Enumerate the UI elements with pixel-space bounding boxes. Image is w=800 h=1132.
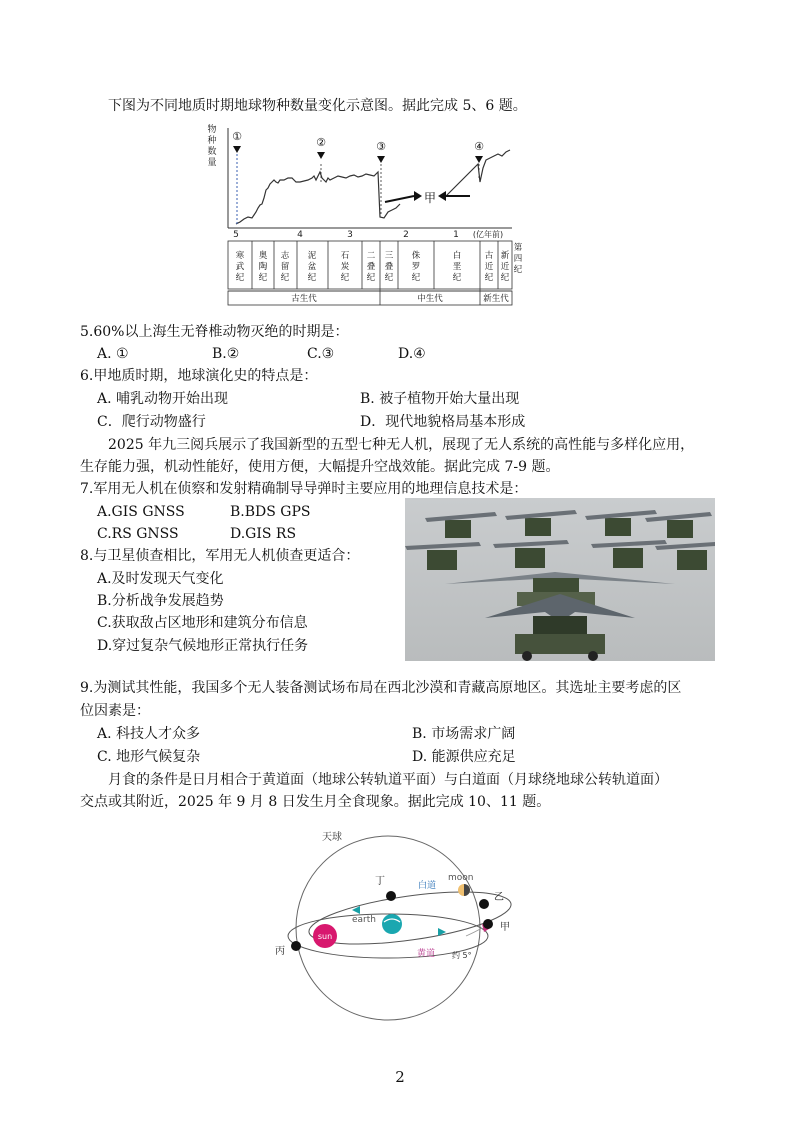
species-count-diagram (200, 120, 525, 310)
species-curve (236, 172, 400, 224)
period-char: 罗 (411, 262, 421, 272)
question-9-stem-2: 位因素是： (80, 703, 150, 719)
node-bing-label: 丙 (275, 946, 285, 957)
q7-option-d: D.GIS RS (230, 526, 297, 542)
period-char: 纪 (384, 273, 394, 283)
node-ding (386, 891, 396, 901)
q9-option-a: A. 科技人才众多 (97, 726, 201, 742)
intro-text-eclipse-1: 月食的条件是日月相合于黄道面（地球公转轨道平面）与白道面（月球绕地球公转轨道面） (108, 772, 668, 788)
question-7-stem: 7.军用无人机在侦察和发射精确制导导弹时主要应用的地理信息技术是： (80, 481, 528, 497)
marker-4-arrow (475, 156, 483, 163)
period-char: 纪 (307, 273, 317, 283)
question-5-stem: 5.60%以上海生无脊椎动物灭绝的时期是： (80, 324, 349, 340)
q6-option-d: D．现代地貌格局基本形成 (360, 414, 526, 430)
period-char: 二 (366, 251, 376, 261)
region-label: 甲 (423, 191, 437, 205)
q7-option-b: B.BDS GPS (230, 504, 311, 520)
ecliptic-label: 黄道 (417, 949, 436, 959)
period-char: 纪 (484, 273, 494, 283)
period-char: 武 (235, 262, 245, 272)
period-char: 寒 (235, 251, 245, 261)
period-char: 纪 (340, 273, 350, 283)
sun-label: sun (317, 932, 333, 941)
period-char: 纪 (452, 273, 462, 283)
period-char: 炭 (340, 262, 350, 272)
marker-1-arrow (233, 146, 241, 153)
q9-option-c: C. 地形气候复杂 (97, 749, 201, 765)
period-char: 侏 (411, 251, 421, 261)
marker-2: ② (316, 136, 326, 149)
period-char: 叠 (384, 262, 394, 272)
period-char: 四 (513, 254, 523, 264)
moon-label: moon (448, 873, 474, 883)
marker-3: ③ (376, 140, 386, 153)
period-char: 盆 (307, 262, 317, 272)
period-char: 新 (500, 251, 510, 261)
period-char: 古 (484, 251, 494, 261)
intro-text-drones-1: 2025 年九三阅兵展示了我国新型的五型七种无人机，展现了无人系统的高性能与多样化应用， (108, 437, 695, 453)
q5-option-b: B.② (212, 346, 240, 362)
q6-option-b: B. 被子植物开始大量出现 (360, 391, 520, 407)
x-tick: 4 (297, 230, 303, 240)
ylabel-char: 量 (207, 158, 217, 168)
period-char: 石 (340, 251, 350, 261)
x-tick: 3 (347, 230, 353, 240)
marker-2-arrow (317, 152, 325, 159)
q6-option-a: A. 哺乳动物开始出现 (97, 391, 229, 407)
ylabel-char: 种 (207, 136, 217, 146)
marker-3-arrow (377, 156, 385, 163)
period-char: 奥 (258, 251, 268, 261)
q9-option-b: B. 市场需求广阔 (412, 726, 516, 742)
q8-option-d: D.穿过复杂气候地形正常执行任务 (97, 638, 309, 654)
period-char: 叠 (366, 262, 376, 272)
q8-option-b: B.分析战争发展趋势 (97, 593, 224, 609)
white-path-label: 白道 (418, 881, 437, 891)
node-yi-label: 乙 (494, 892, 504, 903)
node-yi (479, 899, 489, 909)
celestial-sphere-diagram (270, 826, 530, 1022)
intro-text-eclipse-2: 交点或其附近，2025 年 9 月 8 日发生月全食现象。据此完成 10、11 题。 (80, 794, 551, 810)
x-tick: 5 (233, 230, 239, 240)
period-char: 纪 (500, 273, 510, 283)
period-char: 纪 (280, 273, 290, 283)
question-8-stem: 8.与卫星侦查相比，军用无人机侦查更适合： (80, 548, 360, 564)
era-label: 新生代 (483, 294, 509, 304)
period-char: 纪 (235, 273, 245, 283)
q9-option-d: D. 能源供应充足 (412, 749, 516, 765)
x-unit: (亿年前) (472, 230, 504, 239)
earth-label: earth (352, 915, 376, 925)
period-char: 泥 (307, 251, 317, 261)
period-char: 白 (452, 251, 462, 261)
q7-option-a: A.GIS GNSS (97, 504, 185, 520)
period-char: 纪 (258, 273, 268, 283)
x-tick: 2 (403, 230, 409, 240)
period-char: 第 (513, 243, 523, 253)
node-bing (291, 941, 301, 951)
question-6-stem: 6.甲地质时期，地球演化史的特点是： (80, 368, 318, 384)
q8-option-a: A.及时发现天气变化 (97, 571, 224, 587)
period-char: 纪 (366, 273, 376, 283)
q5-option-a: A. ① (97, 346, 129, 362)
period-char: 志 (280, 251, 290, 261)
period-char: 垩 (452, 262, 462, 272)
q7-option-c: C.RS GNSS (97, 526, 179, 542)
ylabel-char: 物 (207, 125, 217, 135)
marker-4: ④ (474, 140, 484, 153)
node-jia-label: 甲 (500, 922, 510, 933)
period-char: 近 (484, 262, 494, 272)
period-char: 留 (280, 262, 290, 272)
angle-label: 约 5° (452, 951, 472, 960)
ylabel-char: 数 (207, 147, 217, 157)
intro-text-chart: 下图为不同地质时期地球物种数量变化示意图。据此完成 5、6 题。 (108, 98, 527, 114)
marker-1: ① (232, 130, 242, 143)
sphere-label: 天球 (322, 832, 342, 843)
era-label: 古生代 (291, 294, 317, 304)
period-char: 纪 (411, 273, 421, 283)
period-char: 近 (500, 262, 510, 272)
q5-option-c: C.③ (307, 346, 335, 362)
node-jia (483, 919, 493, 929)
question-9-stem-1: 9.为测试其性能，我国多个无人装备测试场布局在西北沙漠和青藏高原地区。其选址主要考虑的区 (80, 680, 682, 696)
x-tick: 1 (453, 230, 459, 240)
period-char: 三 (384, 251, 394, 261)
period-char: 陶 (258, 262, 268, 272)
node-ding-label: 丁 (375, 876, 385, 887)
q6-option-c: C．爬行动物盛行 (97, 414, 206, 430)
q8-option-c: C.获取敌占区地形和建筑分布信息 (97, 615, 308, 631)
page-number: 2 (395, 1068, 405, 1086)
earth-icon (382, 914, 402, 934)
intro-text-drones-2: 生存能力强，机动性能好，使用方便，大幅提升空战效能。据此完成 7-9 题。 (80, 459, 560, 475)
era-label: 中生代 (417, 294, 443, 304)
period-char: 纪 (513, 265, 523, 275)
drone-parade-photo (405, 498, 715, 661)
q5-option-d: D.④ (398, 346, 426, 362)
